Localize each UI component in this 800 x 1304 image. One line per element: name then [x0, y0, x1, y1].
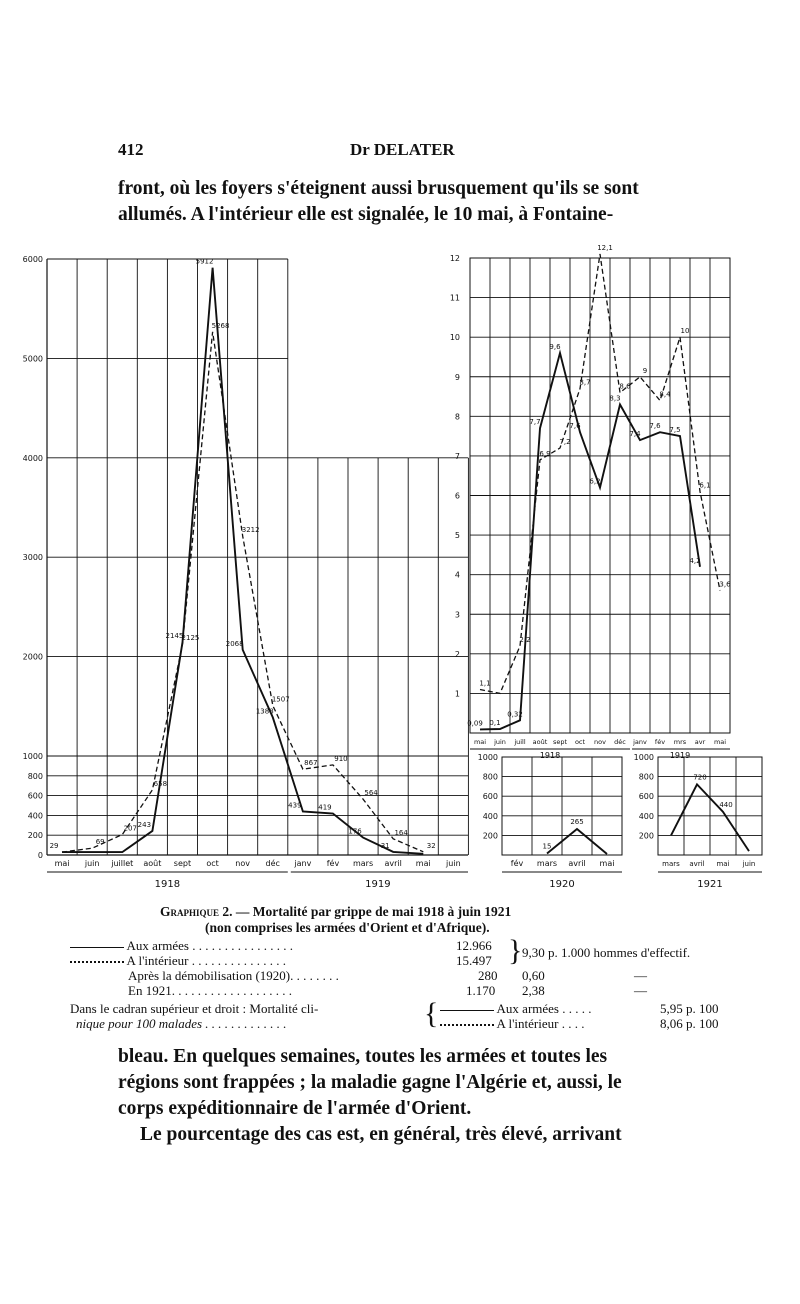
y-tick-label: 11 [449, 293, 460, 303]
y-tick-label: 6000 [22, 255, 43, 264]
caption-title [160, 904, 511, 920]
data-label: 8,3 [609, 394, 621, 403]
x-tick-label: sept [552, 738, 568, 746]
data-label: 867 [304, 759, 318, 768]
year-label: 1921 [697, 879, 723, 890]
clinical-value: 8,06 p. 100 [660, 1016, 719, 1031]
data-label: 440 [719, 800, 733, 809]
y-tick-label: 400 [27, 811, 43, 821]
data-label: 5268 [211, 321, 230, 330]
y-tick-label: 600 [638, 792, 654, 802]
data-label: 8,4 [659, 390, 671, 399]
data-label: 5912 [195, 257, 214, 266]
legend-value: 15.497 [456, 953, 492, 968]
y-tick-label: 2000 [22, 652, 43, 662]
y-tick-label: 800 [482, 772, 498, 782]
x-tick-label: août [143, 859, 162, 868]
x-tick-label: août [532, 738, 548, 746]
data-label: 8,6 [619, 382, 631, 391]
merged-rate: 9,30 p. 1.000 hommes d'effectif. [522, 945, 691, 960]
data-label: 31 [380, 841, 390, 850]
data-label: 243 [137, 820, 152, 829]
year-label: 1918 [154, 879, 181, 890]
x-tick-label: mai [599, 859, 615, 868]
caption-subtitle: (non comprises les armées d'Orient et d'Afrique). [205, 920, 490, 935]
x-tick-label: avril [384, 859, 402, 868]
y-tick-label: 4000 [22, 453, 43, 463]
x-tick-label: oct [574, 738, 586, 746]
legend-dotted-line [70, 961, 124, 963]
year-label: 1919 [365, 879, 391, 890]
y-tick-label: 200 [27, 831, 43, 841]
x-tick-label: mai [473, 738, 487, 746]
y-tick-label: 200 [638, 831, 654, 841]
y-tick-label: 200 [482, 831, 498, 841]
data-label: 2068 [225, 639, 244, 648]
x-tick-label: déc [265, 859, 280, 868]
clinical-note-line2: nique pour 100 malades . . . . . . . . . . . . . [76, 1016, 287, 1031]
data-label: 7,4 [629, 430, 641, 439]
x-tick-label: sept [173, 859, 192, 868]
y-tick-label: 4 [454, 570, 460, 580]
data-label: 0,1 [489, 719, 501, 728]
data-label: 6,1 [699, 481, 711, 490]
legend-rate: 0,60 [522, 968, 545, 983]
y-tick-label: 9 [454, 372, 460, 382]
data-label: 7,5 [669, 426, 681, 435]
x-tick-label: mai [54, 859, 70, 868]
x-tick-label: mars [536, 859, 558, 868]
data-label: 207 [123, 824, 137, 833]
paragraph-line: allumés. A l'intérieur elle est signalée, le 10 mai, à Fontaine- [118, 204, 614, 225]
x-tick-label: avril [689, 860, 705, 868]
x-tick-label: mai [415, 859, 431, 868]
y-tick-label: 0 [37, 851, 43, 860]
paragraph-line: bleau. En quelques semaines, toutes les armées et toutes les [118, 1046, 608, 1067]
x-tick-label: juin [494, 738, 506, 746]
data-label: 69 [95, 838, 105, 847]
y-tick-label: 400 [638, 811, 654, 821]
clinical-note-line1: Dans le cadran supérieur et droit : Mortalité cli- [70, 1001, 319, 1016]
data-label: 419 [318, 803, 332, 812]
data-label: 265 [570, 818, 584, 827]
data-label: 7,2 [559, 438, 571, 446]
brace: { [424, 997, 439, 1030]
brace: } [508, 934, 523, 967]
legend-dotted-line [440, 1024, 494, 1026]
x-tick-label: juin [742, 860, 756, 868]
data-label: 164 [394, 828, 408, 837]
data-label: 2,2 [519, 635, 531, 644]
data-label: 10 [680, 327, 690, 336]
y-tick-label: 800 [27, 771, 43, 781]
series-line-interior [62, 332, 423, 852]
y-tick-label: 800 [638, 772, 654, 782]
paragraph-line: Le pourcentage des cas est, en général, très élevé, arrivant [140, 1124, 622, 1145]
legend-solid-line [70, 947, 124, 948]
data-label: 9 [642, 366, 648, 375]
x-tick-label: mai [716, 860, 730, 868]
page-number: 412 [118, 140, 144, 159]
y-tick-label: 3 [454, 610, 460, 620]
paragraph-line: corps expéditionnaire de l'armée d'Orient. [118, 1098, 472, 1119]
legend-label: A l'intérieur . . . . . . . . . . . . . . . [126, 953, 286, 968]
x-tick-label: janv [294, 859, 312, 868]
x-tick-label: mars [352, 859, 374, 868]
data-label: 439 [288, 801, 302, 810]
data-label: 6,9 [539, 449, 551, 458]
data-label: 1388 [255, 707, 274, 716]
data-label: 12,1 [597, 244, 613, 253]
legend-label: A l'intérieur . . . . [496, 1016, 585, 1031]
x-tick-label: nov [594, 738, 606, 746]
y-tick-label: 10 [449, 333, 460, 343]
data-label: 32 [426, 841, 436, 850]
y-tick-label: 7 [454, 451, 460, 461]
series-line-1920 [547, 829, 607, 854]
data-label: 3212 [241, 526, 260, 535]
data-label: 658 [153, 779, 168, 788]
y-tick-label: 1000 [22, 752, 43, 761]
legend-label: Aux armées . . . . . [496, 1001, 592, 1016]
running-header-author: Dr DELATER [350, 140, 455, 159]
year-label: 1918 [539, 751, 561, 760]
clinical-value: 5,95 p. 100 [660, 1001, 719, 1016]
x-tick-label: juin [84, 859, 100, 868]
data-label: 6,2 [589, 477, 601, 486]
x-tick-label: juillet [111, 859, 134, 868]
y-tick-label: 5 [454, 531, 460, 541]
y-tick-label: 600 [27, 791, 43, 801]
x-tick-label: avr [694, 738, 706, 746]
data-label: 0,32 [507, 710, 523, 719]
x-tick-label: mrs [673, 738, 687, 746]
data-label: 176 [348, 827, 362, 836]
legend-row-demob: Après la démobilisation (1920). . . . . . . . [128, 968, 339, 983]
y-tick-label: 6 [454, 491, 460, 501]
data-label: 720 [693, 773, 707, 782]
data-label: 7,6 [569, 422, 581, 431]
data-label: 0,09 [467, 719, 483, 728]
year-label: 1920 [549, 879, 575, 890]
x-tick-label: mars [662, 860, 680, 868]
data-label: 7,6 [649, 422, 661, 431]
x-tick-label: juill [514, 738, 526, 746]
paragraph-line: régions sont frappées ; la maladie gagne l'Algérie et, aussi, le [118, 1072, 622, 1093]
x-tick-label: fév [654, 738, 666, 746]
y-tick-label: 3000 [22, 553, 43, 563]
y-tick-label: 8 [454, 412, 460, 422]
y-tick-label: 1 [454, 689, 460, 699]
x-tick-label: déc [614, 738, 626, 746]
x-tick-label: oct [206, 859, 219, 868]
data-label: 2145 [165, 632, 184, 641]
data-label: 2125 [181, 634, 200, 643]
year-label: 1919 [669, 751, 691, 760]
caption-prefix: Graphique 2. [160, 904, 233, 919]
data-label: 910 [334, 754, 348, 763]
legend-row-armies [70, 938, 293, 954]
x-tick-label: fév [326, 859, 340, 868]
clinical-row-armies [440, 1001, 592, 1017]
data-label: 7,7 [529, 418, 541, 427]
legend-unit: — [634, 968, 647, 983]
legend-unit: — [634, 983, 647, 998]
caption-title-rest: — Mortalité par grippe de mai 1918 à juin 1921 [235, 904, 512, 919]
y-tick-label: 2 [454, 649, 460, 659]
data-label: 29 [49, 842, 59, 851]
x-tick-label: nov [235, 859, 251, 868]
data-label: 15 [542, 842, 552, 851]
legend-value: 1.170 [466, 983, 496, 998]
legend-label: Aux armées . . . . . . . . . . . . . . . . [126, 938, 293, 953]
x-tick-label: avril [568, 859, 586, 868]
y-tick-label: 400 [482, 811, 498, 821]
y-tick-label: 600 [482, 792, 498, 802]
y-tick-label: 5000 [22, 354, 43, 364]
data-label: 4,2 [689, 556, 701, 565]
x-tick-label: janv [633, 738, 647, 746]
data-label: 9,6 [549, 343, 561, 351]
legend-row-1921: En 1921. . . . . . . . . . . . . . . . . . . [128, 983, 292, 998]
x-tick-label: mai [713, 738, 727, 746]
paragraph-line: front, où les foyers s'éteignent aussi brusquement qu'ils se sont [118, 178, 639, 199]
y-tick-label: 1000 [477, 753, 498, 762]
data-label: 8,7 [579, 378, 591, 387]
y-tick-label: 1000 [633, 753, 654, 762]
data-label: 564 [364, 789, 378, 798]
y-tick-label: 12 [449, 254, 460, 263]
clinical-row-interior [440, 1016, 584, 1032]
legend-rate: 2,38 [522, 983, 545, 998]
series-line-clinical-interior [480, 254, 720, 693]
data-label: 3,6 [719, 580, 731, 589]
series-line-armies [62, 268, 423, 854]
x-tick-label: fév [510, 859, 524, 868]
x-tick-label: juin [446, 859, 461, 868]
legend-row-interior [70, 953, 286, 969]
legend-value: 280 [478, 968, 498, 983]
legend-value: 12.966 [456, 938, 492, 953]
legend-solid-line [440, 1010, 494, 1011]
data-label: 1,1 [479, 679, 491, 688]
data-label: 1507 [271, 695, 290, 704]
